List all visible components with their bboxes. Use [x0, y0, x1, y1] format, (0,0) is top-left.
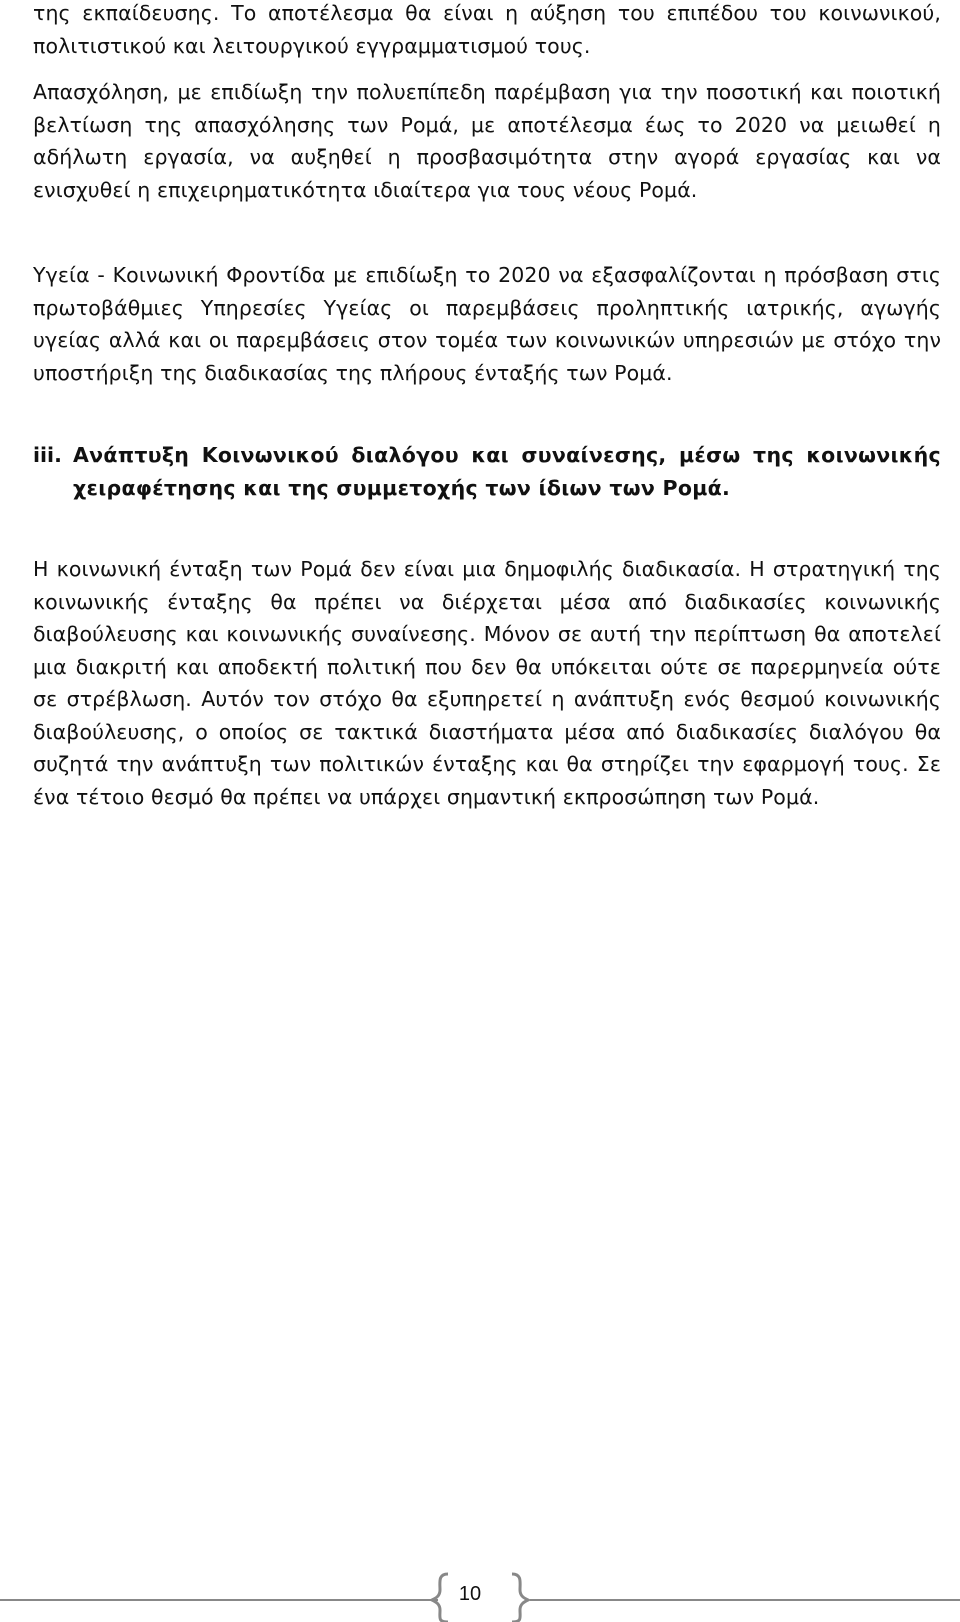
page-number: 10 — [458, 1583, 482, 1605]
paragraph-health: Υγεία - Κοινωνική Φροντίδα με επιδίωξη το 2020 να εξασφαλίζονται η πρόσβαση στις πρωτοβάθμιες Υπηρεσίες Υγείας οι παρεμβάσεις προληπτικής ιατρικής, αγωγής υγείας αλλά και οι παρεμβάσεις στον τομέα των κοινωνικών υπηρεσιών με στόχο την υποστήριξη της διαδικασίας της πλήρους ένταξής των Ρομά. — [33, 263, 941, 385]
section-heading — [33, 439, 941, 504]
section-title: Ανάπτυξη Κοινωνικού διαλόγου και συναίνεσης, μέσω της κοινωνικής χειραφέτησης και της συμμετοχής των ίδιων των Ρομά. — [73, 443, 941, 500]
page-footer — [0, 1570, 960, 1622]
section-number: iii. — [33, 443, 62, 467]
paragraph-education-continued: της εκπαίδευσης. Το αποτέλεσμα θα είναι η αύξηση του επιπέδου του κοινωνικού, πολιτιστικού και λειτουργικού εγγραμματισμού τους. — [33, 1, 941, 58]
paragraph-social-dialogue: Η κοινωνική ένταξη των Ρομά δεν είναι μια δημοφιλής διαδικασία. Η στρατηγική της κοινωνικής ένταξης θα πρέπει να διέρχεται μέσα από διαδικασίες κοινωνικής διαβούλευσης και κοινωνικής συναίνεσης. Μόνον σε αυτή την περίπτωση θα αποτελεί μια διακριτή και αποδεκτή πολιτική που δεν θα υπόκειται ούτε σε παρερμηνεία ούτε σε στρέβλωση. Αυτόν τον στόχο θα εξυπηρετεί η ανάπτυξη ενός θεσμού κοινωνικής διαβούλευσης, ο οποίος σε τακτικά διαστήματα μέσα από διαδικασίες διαλόγου θα συζητά την ανάπτυξη των πολιτικών ένταξης και θα στηρίζει την εφαρμογή τους. Σε ένα τέτοιο θεσμό θα πρέπει να υπάρχει σημαντική εκπροσώπηση των Ρομά. — [33, 557, 941, 809]
paragraph-employment: Απασχόληση, με επιδίωξη την πολυεπίπεδη παρέμβαση για την ποσοτική και ποιοτική βελτίωση της απασχόλησης των Ρομά, με αποτέλεσμα έως το 2020 να μειωθεί η αδήλωτη εργασία, να αυξηθεί η προσβασιμότητα στην αγορά εργασίας και να ενισχυθεί η επιχειρηματικότητα ιδιαίτερα για τους νέους Ρομά. — [33, 80, 941, 202]
